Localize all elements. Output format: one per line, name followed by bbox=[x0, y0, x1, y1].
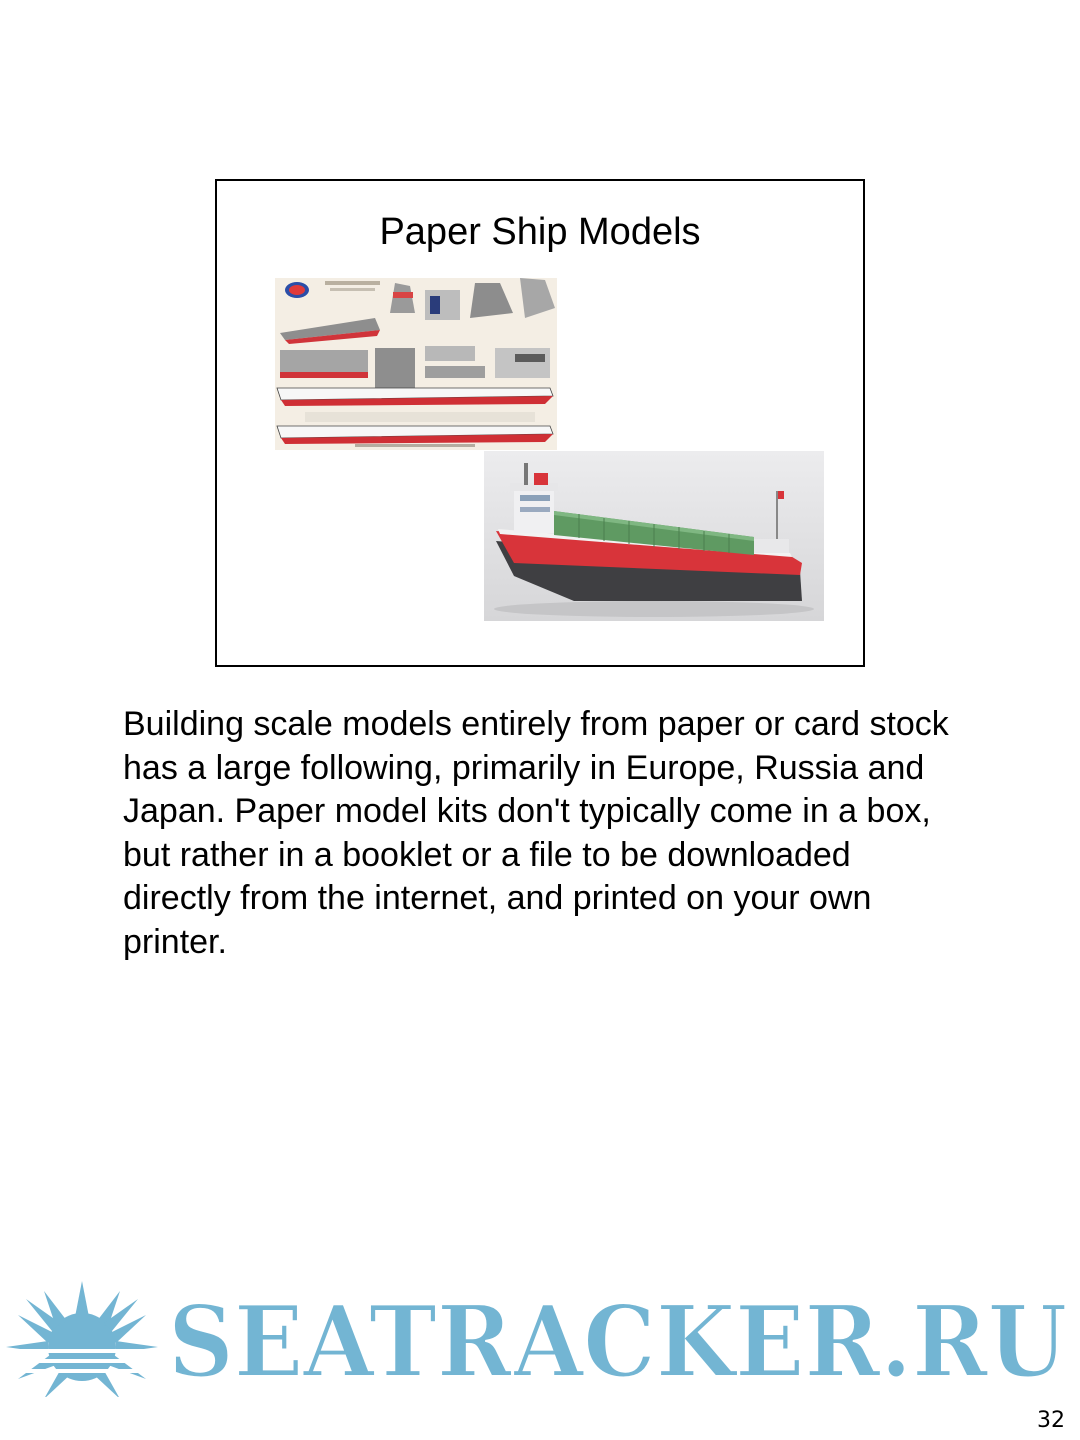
logo-text: SEATRACKER.RU bbox=[168, 1285, 1068, 1400]
cargo-ship-model-image bbox=[484, 451, 824, 621]
slide-title: Paper Ship Models bbox=[379, 211, 701, 253]
seatracker-logo bbox=[0, 1275, 1080, 1400]
slide-thumbnail bbox=[215, 179, 865, 667]
page-number: 32 bbox=[1037, 1408, 1065, 1433]
slide-notes-text: Building scale models entirely from paper or card stock has a large following, primarily in Europe, Russia and Japan. Paper model kits don't typically come in a box, but rather in a booklet or a file to be downloaded directly from the internet, and printed on your own printer. bbox=[123, 705, 949, 961]
sun-icon bbox=[4, 1277, 160, 1397]
paper-kit-sheet-image bbox=[275, 278, 557, 450]
